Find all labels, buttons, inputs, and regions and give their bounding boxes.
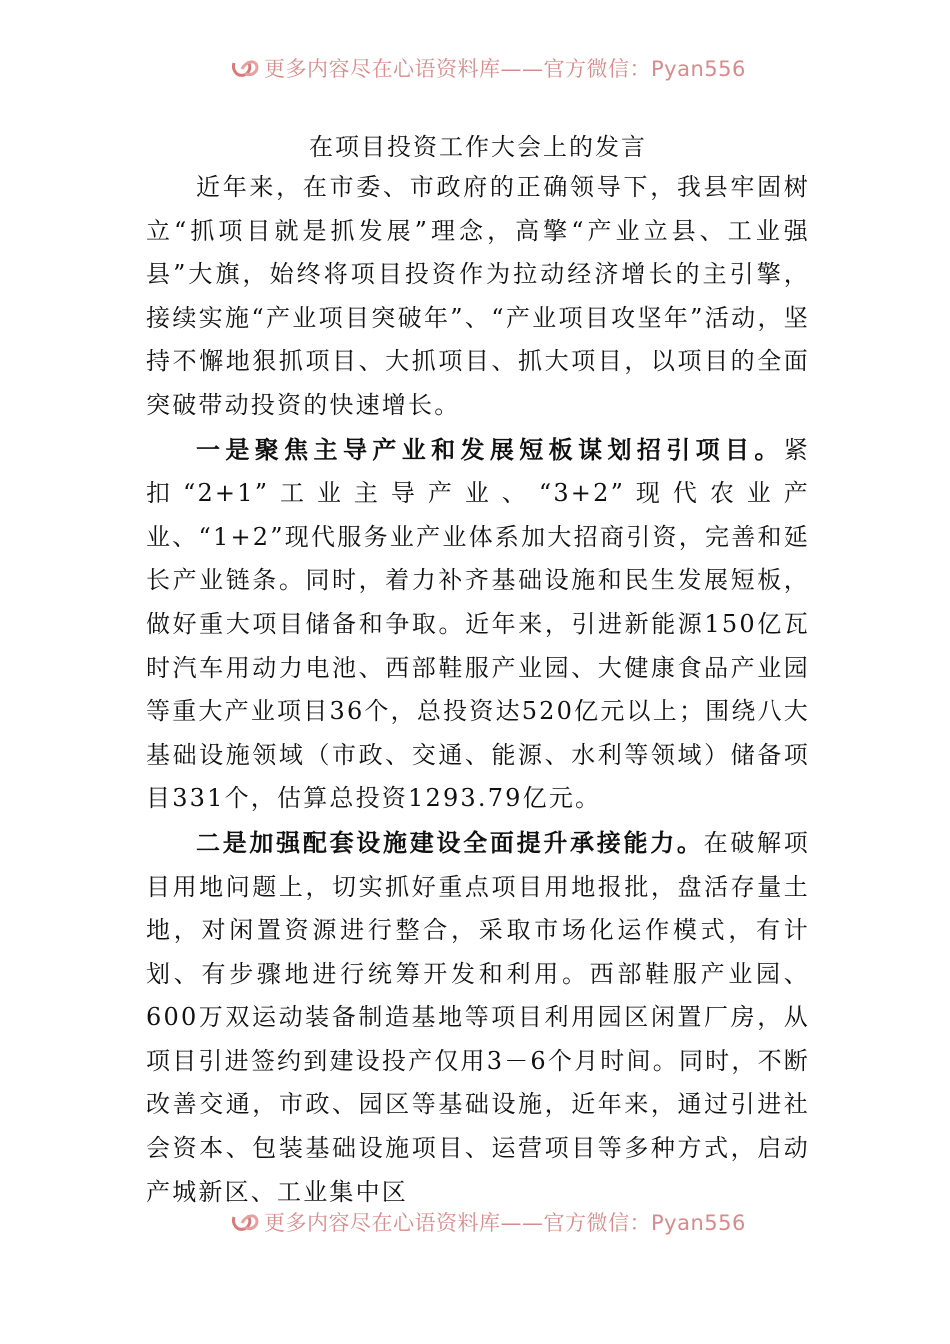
document-body <box>146 128 810 1214</box>
paragraph-body: 近年来，在市委、市政府的正确领导下，我县牢固树立“抓项目就是抓发展”理念，高擎“产业立县、工业强县”大旗，始终将项目投资作为拉动经济增长的主引擎，接续实施“产业项目突破年”、“产业项目攻坚年”活动，坚持不懈地狠抓项目、大抓项目、抓大项目，以项目的全面突破带动投资的快速增长。 <box>146 173 810 419</box>
paragraph-body: 在破解项目用地问题上，切实抓好重点项目用地报批，盘活存量土地，对闲置资源进行整合，采取市场化运作模式，有计划、有步骤地进行统筹开发和利用。西部鞋服产业园、600万双运动装备制造基地等项目利用园区闲置厂房，从项目引进签约到建设投产仅用3－6个月时间。同时，不断改善交通，市政、园区等基础设施，近年来，通过引进社会资本、包装基础设施项目、运营项目等多种方式，启动产城新区、工业集中区 <box>146 828 810 1206</box>
paragraph-intro <box>146 166 810 428</box>
paragraph-lead: 二是加强配套设施建设全面提升承接能力。 <box>196 827 704 857</box>
watermark-logo-icon <box>230 1209 260 1235</box>
footer-watermark <box>230 1206 750 1240</box>
header-watermark-text: 更多内容尽在心语资料库——官方微信：Pyan556 <box>264 57 746 81</box>
header-watermark <box>230 52 750 86</box>
watermark-logo-icon <box>230 55 260 81</box>
paragraph-lead: 一是聚焦主导产业和发展短板谋划招引项目。 <box>196 434 784 464</box>
paragraph-one <box>146 428 810 821</box>
footer-watermark-text: 更多内容尽在心语资料库——官方微信：Pyan556 <box>264 1211 746 1235</box>
document-title: 在项目投资工作大会上的发言 <box>309 133 647 161</box>
paragraph-two <box>146 821 810 1214</box>
paragraph-body: 紧扣“2+1”工业主导产业、“3+2”现代农业产业、“1+2”现代服务业产业体系加大招商引资，完善和延长产业链条。同时，着力补齐基础设施和民生发展短板，做好重大项目储备和争取。近年来，引进新能源150亿瓦时汽车用动力电池、西部鞋服产业园、大健康食品产业园等重大产业项目36个，总投资达520亿元以上；围绕八大基础设施领域（市政、交通、能源、水利等领域）储备项目331个，估算总投资1293.79亿元。 <box>146 435 810 813</box>
